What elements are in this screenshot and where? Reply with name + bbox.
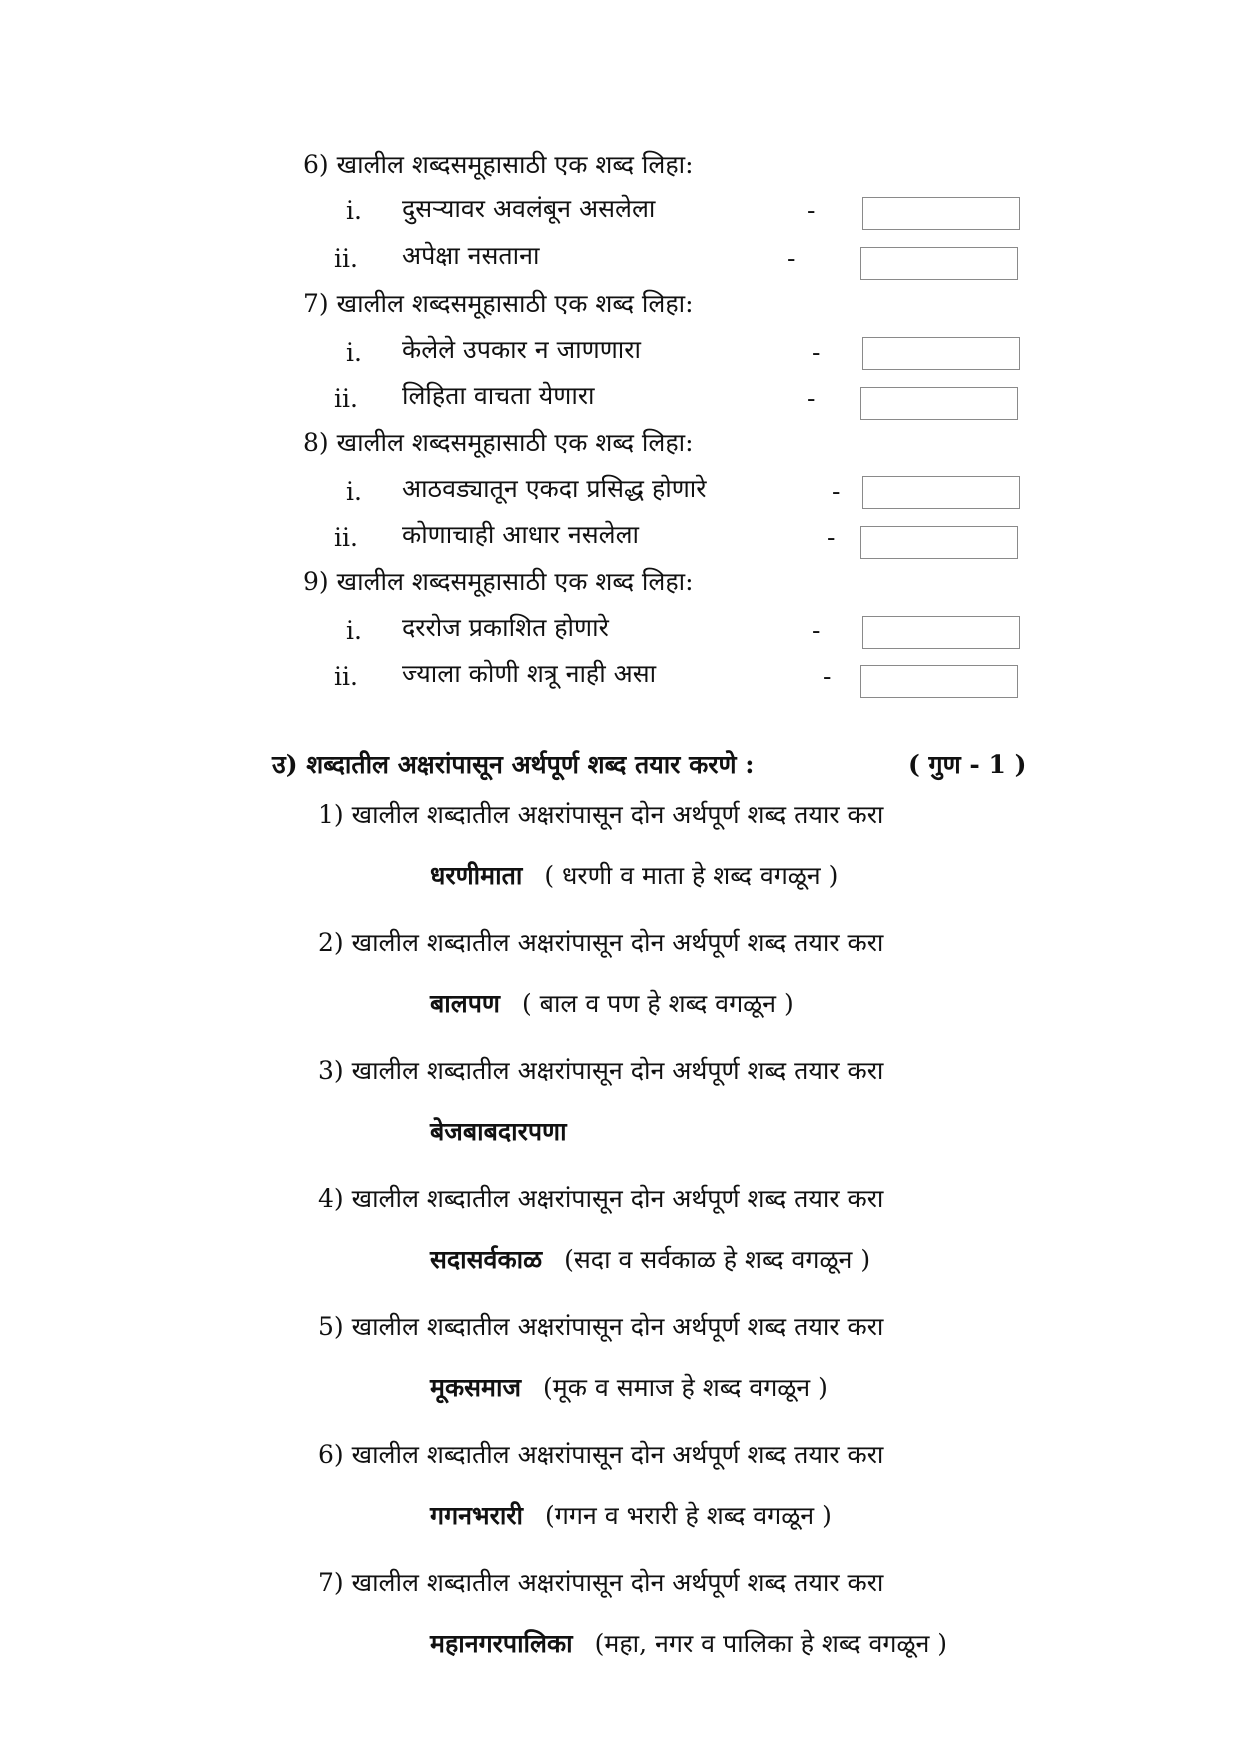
- target-word: बेजबाबदारपणा: [430, 1117, 567, 1146]
- word-line: [430, 1247, 870, 1272]
- exclusion-note: (मूक व समाज हे शब्द वगळून ): [543, 1373, 828, 1402]
- question-instruction: खालील शब्दातील अक्षरांपासून दोन अर्थपूर्ण शब्द तयार करा: [351, 1312, 884, 1341]
- exclusion-note: ( धरणी व माता हे शब्द वगळून ): [544, 861, 839, 890]
- question-heading: [303, 569, 694, 594]
- item-dash: -: [823, 662, 832, 691]
- word-question-instruction: [318, 1186, 883, 1211]
- item-phrase: ज्याला कोणी शत्रू नाही असा: [402, 659, 657, 688]
- question-instruction: खालील शब्दसमूहासाठी एक शब्द लिहा:: [336, 428, 694, 457]
- item-numeral: ii.: [334, 384, 358, 413]
- question-number: 9): [303, 567, 329, 596]
- item-phrase: कोणाचाही आधार नसलेला: [402, 520, 639, 549]
- word-question-instruction: [318, 802, 883, 827]
- question-number: 6): [303, 150, 329, 179]
- item-phrase: केलेले उपकार न जाणणारा: [402, 335, 641, 364]
- answer-box[interactable]: [862, 616, 1020, 649]
- question-instruction: खालील शब्दातील अक्षरांपासून दोन अर्थपूर्ण शब्द तयार करा: [351, 928, 884, 957]
- section-heading: [272, 752, 755, 777]
- item-numeral: i.: [346, 477, 362, 506]
- question-number: 4): [318, 1184, 344, 1213]
- section-label: उ): [272, 750, 298, 779]
- word-question-instruction: [318, 1058, 883, 1083]
- word-line: [430, 1631, 947, 1656]
- item-numeral: ii.: [334, 662, 358, 691]
- answer-box[interactable]: [860, 665, 1018, 698]
- item-numeral: i.: [346, 196, 362, 225]
- item-numeral: ii.: [334, 244, 358, 273]
- word-line: [430, 1119, 589, 1144]
- question-instruction: खालील शब्दसमूहासाठी एक शब्द लिहा:: [336, 289, 694, 318]
- target-word: धरणीमाता: [430, 861, 523, 890]
- question-instruction: खालील शब्दसमूहासाठी एक शब्द लिहा:: [336, 150, 694, 179]
- word-question-instruction: [318, 930, 883, 955]
- question-instruction: खालील शब्दातील अक्षरांपासून दोन अर्थपूर्ण शब्द तयार करा: [351, 1568, 884, 1597]
- word-question-instruction: [318, 1570, 883, 1595]
- answer-box[interactable]: [862, 337, 1020, 370]
- question-number: 5): [318, 1312, 344, 1341]
- item-dash: -: [807, 196, 816, 225]
- question-number: 7): [318, 1568, 344, 1597]
- item-numeral: i.: [346, 338, 362, 367]
- item-phrase: आठवड्यातून एकदा प्रसिद्ध होणारे: [402, 474, 707, 503]
- word-question-instruction: [318, 1314, 883, 1339]
- target-word: गगनभरारी: [430, 1501, 524, 1530]
- item-phrase: दुसऱ्यावर अवलंबून असलेला: [402, 194, 656, 223]
- item-dash: -: [832, 477, 841, 506]
- item-dash: -: [812, 338, 821, 367]
- section-title: शब्दातील अक्षरांपासून अर्थपूर्ण शब्द तयार करणे :: [306, 750, 755, 779]
- question-heading: [303, 291, 694, 316]
- item-numeral: i.: [346, 616, 362, 645]
- answer-box[interactable]: [860, 247, 1018, 280]
- item-phrase: अपेक्षा नसताना: [402, 241, 540, 270]
- item-numeral: ii.: [334, 523, 358, 552]
- item-dash: -: [807, 384, 816, 413]
- exclusion-note: (सदा व सर्वकाळ हे शब्द वगळून ): [564, 1245, 871, 1274]
- answer-box[interactable]: [862, 197, 1020, 230]
- exclusion-note: ( बाल व पण हे शब्द वगळून ): [521, 989, 794, 1018]
- question-instruction: खालील शब्दातील अक्षरांपासून दोन अर्थपूर्ण शब्द तयार करा: [351, 1184, 884, 1213]
- exclusion-note: (महा, नगर व पालिका हे शब्द वगळून ): [594, 1629, 948, 1658]
- question-instruction: खालील शब्दातील अक्षरांपासून दोन अर्थपूर्ण शब्द तयार करा: [351, 1440, 884, 1469]
- section-marks: ( गुण - 1 ): [908, 750, 1027, 779]
- question-heading: [303, 152, 694, 177]
- word-line: [430, 863, 838, 888]
- question-instruction: खालील शब्दातील अक्षरांपासून दोन अर्थपूर्ण शब्द तयार करा: [351, 1056, 884, 1085]
- item-phrase: लिहिता वाचता येणारा: [402, 381, 595, 410]
- word-line: [430, 991, 794, 1016]
- question-instruction: खालील शब्दातील अक्षरांपासून दोन अर्थपूर्ण शब्द तयार करा: [351, 800, 884, 829]
- question-instruction: खालील शब्दसमूहासाठी एक शब्द लिहा:: [336, 567, 694, 596]
- target-word: सदासर्वकाळ: [430, 1245, 543, 1274]
- answer-box[interactable]: [860, 387, 1018, 420]
- item-dash: -: [787, 244, 796, 273]
- question-number: 1): [318, 800, 344, 829]
- item-phrase: दररोज प्रकाशित होणारे: [402, 613, 609, 642]
- question-heading: [303, 430, 694, 455]
- answer-box[interactable]: [860, 526, 1018, 559]
- answer-box[interactable]: [862, 476, 1020, 509]
- word-line: [430, 1503, 832, 1528]
- target-word: महानगरपालिका: [430, 1629, 573, 1658]
- exclusion-note: (गगन व भरारी हे शब्द वगळून ): [545, 1501, 832, 1530]
- question-number: 8): [303, 428, 329, 457]
- word-question-instruction: [318, 1442, 883, 1467]
- question-number: 3): [318, 1056, 344, 1085]
- item-dash: -: [827, 523, 836, 552]
- word-line: [430, 1375, 828, 1400]
- question-number: 6): [318, 1440, 344, 1469]
- question-number: 7): [303, 289, 329, 318]
- item-dash: -: [812, 616, 821, 645]
- target-word: बालपण: [430, 989, 500, 1018]
- target-word: मूकसमाज: [430, 1373, 522, 1402]
- question-number: 2): [318, 928, 344, 957]
